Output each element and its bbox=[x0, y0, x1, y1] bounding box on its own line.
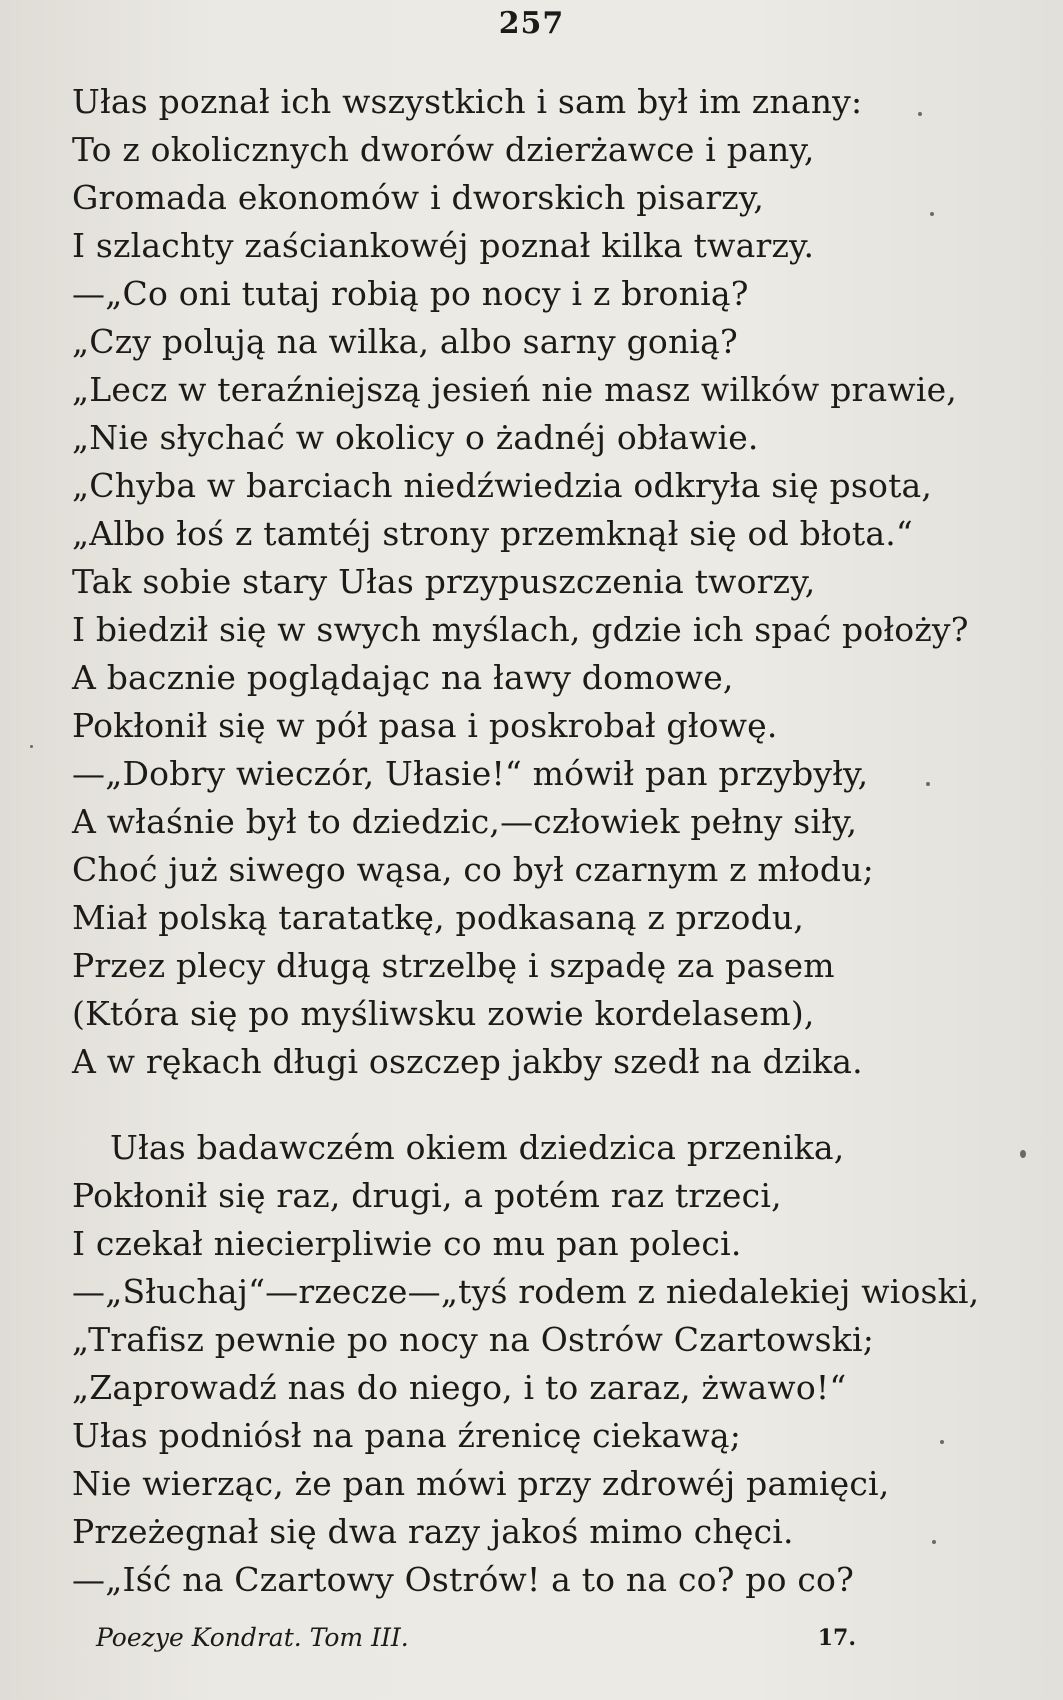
verse-line: Ułas badawczém okiem dziedzica przenika, bbox=[110, 1128, 845, 1167]
paper-speck bbox=[932, 1540, 936, 1544]
verse-line: A w rękach długi oszczep jakby szedł na dzika. bbox=[72, 1042, 863, 1081]
verse-line: Ułas poznał ich wszystkich i sam był im znany: bbox=[72, 82, 863, 121]
verse-line: „Chyba w barciach niedźwiedzia odkryła się psota, bbox=[72, 466, 933, 505]
verse-line: Gromada ekonomów i dworskich pisarzy, bbox=[72, 178, 765, 217]
verse-line: „Czy polują na wilka, albo sarny gonią? bbox=[72, 322, 738, 361]
verse-line: I biedził się w swych myślach, gdzie ich spać położy? bbox=[72, 610, 969, 649]
paper-speck bbox=[940, 1440, 944, 1444]
verse-line: Nie wierząc, że pan mówi przy zdrowéj pamięci, bbox=[72, 1464, 890, 1503]
paper-speck bbox=[926, 782, 930, 786]
verse-line: —„Iść na Czartowy Ostrów! a to na co? po co? bbox=[72, 1560, 854, 1599]
verse-line: A właśnie był to dziedzic,—człowiek pełny siły, bbox=[72, 802, 858, 841]
verse-line: A bacznie poglądając na ławy domowe, bbox=[72, 658, 734, 697]
verse-line: I czekał niecierpliwie co mu pan poleci. bbox=[72, 1224, 742, 1263]
verse-line: To z okolicznych dworów dzierżawce i pany, bbox=[72, 130, 815, 169]
verse-line: —„Co oni tutaj robią po nocy i z bronią? bbox=[72, 274, 749, 313]
verse-line: Przeżegnał się dwa razy jakoś mimo chęci. bbox=[72, 1512, 794, 1551]
stanza-1 bbox=[72, 78, 969, 1086]
paper-speck bbox=[930, 212, 934, 216]
verse-line: „Lecz w teraźniejszą jesień nie masz wilków prawie, bbox=[72, 370, 957, 409]
verse-line: Przez plecy długą strzelbę i szpadę za pasem bbox=[72, 946, 835, 985]
sheet-number: 17. bbox=[817, 1625, 856, 1651]
verse-line: Pokłonił się w pół pasa i poskrobał głowę. bbox=[72, 706, 778, 745]
footer-signature: Poezye Kondrat. Tom III. bbox=[96, 1623, 409, 1652]
page-footer bbox=[96, 1618, 856, 1658]
verse-line: I szlachty zaściankowéj poznał kilka twarzy. bbox=[72, 226, 815, 265]
paper-speck bbox=[918, 112, 922, 116]
verse-line: Choć już siwego wąsa, co był czarnym z młodu; bbox=[72, 850, 874, 889]
page-number: 257 bbox=[498, 6, 565, 41]
paper-speck bbox=[1020, 1150, 1026, 1158]
verse-line: „Trafisz pewnie po nocy na Ostrów Czartowski; bbox=[72, 1320, 875, 1359]
verse-line: „Nie słychać w okolicy o żadnéj obławie. bbox=[72, 418, 759, 457]
verse-line: —„Słuchaj“—rzecze—„tyś rodem z niedalekiej wioski, bbox=[72, 1272, 980, 1311]
verse-line: „Zaprowadź nas do niego, i to zaraz, żwawo!“ bbox=[72, 1368, 847, 1407]
verse-line: Tak sobie stary Ułas przypuszczenia tworzy, bbox=[72, 562, 816, 601]
verse-line: Pokłonił się raz, drugi, a potém raz trzeci, bbox=[72, 1176, 782, 1215]
verse-line: Ułas podniósł na pana źrenicę ciekawą; bbox=[72, 1416, 742, 1455]
stanza-2 bbox=[72, 1124, 979, 1604]
verse-line: „Albo łoś z tamtéj strony przemknął się od błota.“ bbox=[72, 514, 913, 553]
paper-speck bbox=[30, 745, 33, 748]
verse-line: Miał polską taratatkę, podkasaną z przodu, bbox=[72, 898, 805, 937]
verse-line: (Która się po myśliwsku zowie kordelasem), bbox=[72, 994, 815, 1033]
verse-line: —„Dobry wieczór, Ułasie!“ mówił pan przybyły, bbox=[72, 754, 869, 793]
